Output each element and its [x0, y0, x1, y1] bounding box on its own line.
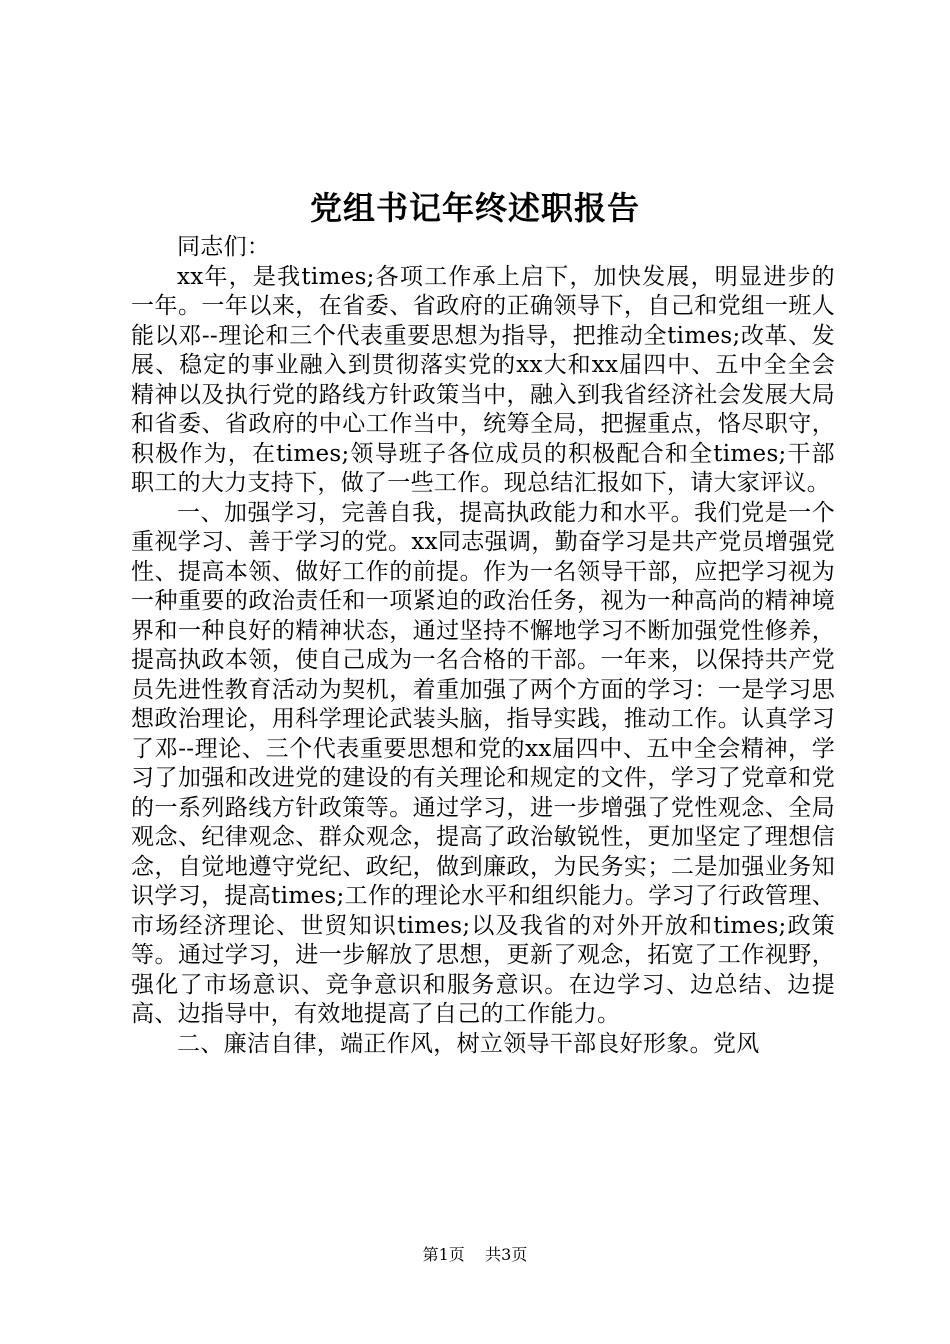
- page-footer: [0, 1244, 950, 1266]
- footer-spacer: [470, 1245, 480, 1264]
- paragraph-section-1: 一、加强学习，完善自我，提高执政能力和水平。我们党是一个重视学习、善于学习的党。xx同志强调，勤奋学习是共产党员增强党性、提高本领、做好工作的前提。作为一名领导干部，应把学习视为一种重要的政治责任和一项紧迫的政治任务，视为一种高尚的精神境界和一种良好的精神状态，通过坚持不懈地学习不断加强党性修养，提高执政本领，使自己成为一名合格的干部。一年来，以保持共产党员先进性教育活动为契机，着重加强了两个方面的学习：一是学习思想政治理论，用科学理论武装头脑，指导实践，推动工作。认真学习了邓--理论、三个代表重要思想和党的xx届四中、五中全会精神，学习了加强和改进党的建设的有关理论和规定的文件，学习了党章和党的一系列路线方针政策等。通过学习，进一步增强了党性观念、全局观念、纪律观念、群众观念，提高了政治敏锐性，更加坚定了理想信念，自觉地遵守党纪、政纪，做到廉政，为民务实；二是加强业务知识学习，提高times;工作的理论水平和组织能力。学习了行政管理、市场经济理论、世贸知识times;以及我省的对外开放和times;政策等。通过学习，进一步解放了思想，更新了观念，拓宽了工作视野，强化了市场意识、竞争意识和服务意识。在边学习、边总结、边提高、边指导中，有效地提高了自己的工作能力。: [131, 499, 835, 1027]
- paragraph-section-2: 二、廉洁自律，端正作风，树立领导干部良好形象。党风: [177, 1030, 760, 1057]
- document-title: 党组书记年终述职报告: [309, 189, 640, 227]
- paragraph-intro: xx年，是我times;各项工作承上启下，加快发展，明显进步的一年。一年以来，在省委、省政府的正确领导下，自己和党组一班人能以邓--理论和三个代表重要思想为指导，把推动全times;改革、发展、稳定的事业融入到贯彻落实党的xx大和xx届四中、五中全全会精神以及执行党的路线方针政策当中，融入到我省经济社会发展大局和省委、省政府的中心工作当中，统筹全局，把握重点，恪尽职守，积极作为，在times;领导班子各位成员的积极配合和全times;干部职工的大力支持下，做了一些工作。现总结汇报如下，请大家评议。: [131, 263, 835, 496]
- page-total: 共3页: [485, 1245, 528, 1264]
- document-body: [131, 233, 835, 1059]
- page-number: 第1页: [422, 1245, 465, 1264]
- salutation: 同志们：: [177, 234, 271, 260]
